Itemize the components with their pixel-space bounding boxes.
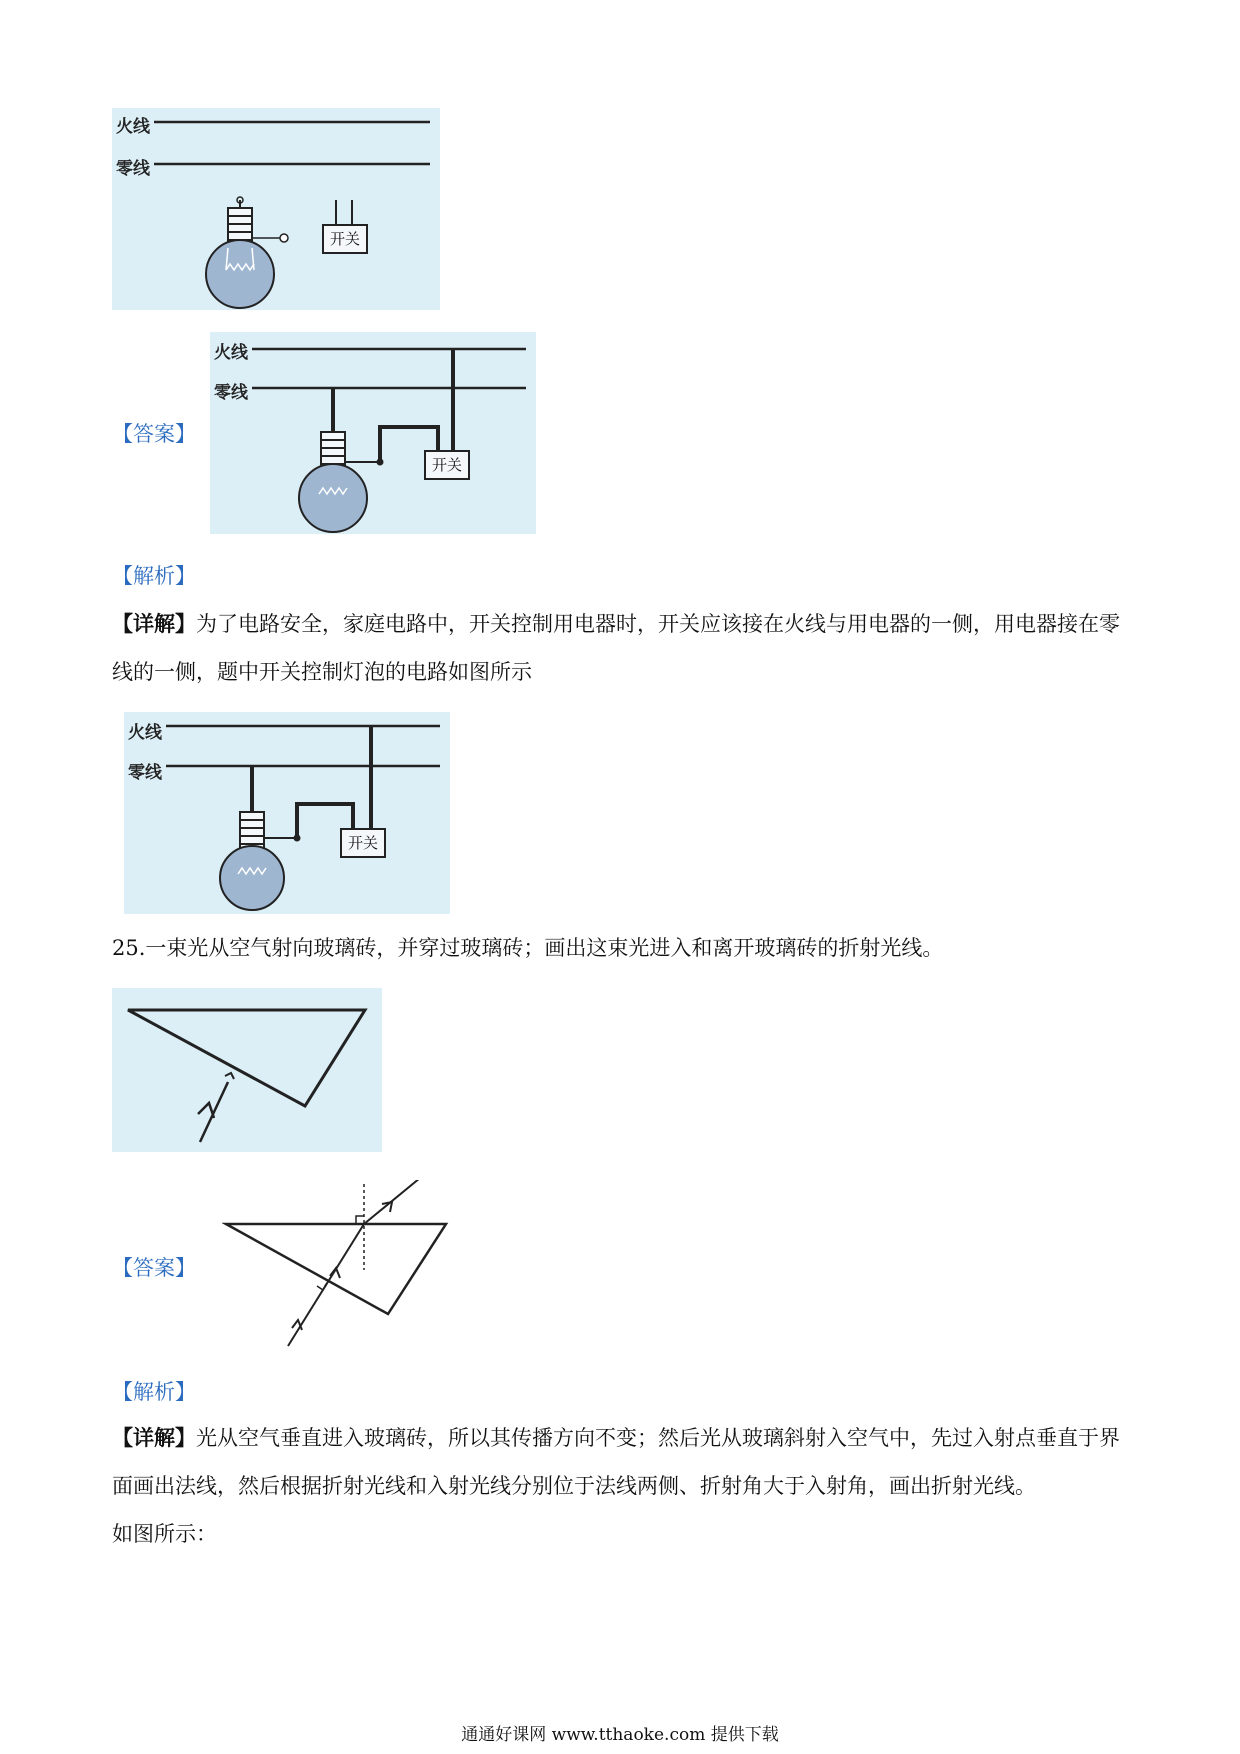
circuit-detail-figure: [124, 712, 450, 914]
detail-paragraph-q25: [112, 1414, 1132, 1510]
page-footer: [0, 1720, 1240, 1745]
circuit-detail-drawing: [124, 712, 450, 914]
neutral-wire-label: 零线: [128, 763, 162, 783]
neutral-wire-label: 零线: [116, 159, 150, 179]
closing-line-q25: [112, 1510, 1132, 1558]
switch-label: 开关: [329, 230, 360, 248]
switch-label: 开关: [431, 456, 462, 474]
circuit-question-drawing: [112, 108, 440, 310]
prism-question-drawing: [112, 988, 382, 1152]
analysis-label-q24: 【解析】: [112, 564, 196, 588]
question-25-text: 25.一束光从空气射向玻璃砖，并穿过玻璃砖；画出这束光进入和离开玻璃砖的折射光线。: [112, 936, 944, 960]
question-25: [112, 924, 1132, 972]
detail-paragraph-q24: [112, 600, 1132, 696]
closing-text-q25: 如图所示：: [112, 1522, 217, 1546]
switch-label: 开关: [347, 834, 378, 852]
live-wire-label: 火线: [116, 117, 150, 137]
answer-label-q25: 【答案】: [112, 1256, 196, 1280]
prism-question-figure: [112, 988, 382, 1152]
circuit-question-figure: [112, 108, 440, 310]
detail-text-q24: 为了电路安全，家庭电路中，开关控制用电器时，开关应该接在火线与用电器的一侧，用电器接在零线的一侧，题中开关控制灯泡的电路如图所示: [112, 612, 1120, 684]
live-wire-label: 火线: [214, 343, 248, 363]
prism-answer-drawing: [222, 1180, 454, 1350]
switch-box: [424, 450, 470, 480]
neutral-wire-label: 零线: [214, 383, 248, 403]
detail-label-q24: 【详解】: [112, 611, 196, 636]
answer-label-q24: 【答案】: [112, 422, 196, 446]
switch-box: [340, 828, 386, 858]
prism-answer-figure: [222, 1180, 454, 1350]
detail-text-q25: 光从空气垂直进入玻璃砖，所以其传播方向不变；然后光从玻璃斜射入空气中，先过入射点垂直于界面画出法线，然后根据折射光线和入射光线分别位于法线两侧、折射角大于入射角，画出折射光线。: [112, 1426, 1120, 1498]
footer-text: 通通好课网 www.tthaoke.com 提供下载: [461, 1725, 779, 1745]
circuit-answer-drawing: [210, 332, 536, 534]
circuit-answer-figure: [210, 332, 536, 534]
analysis-label-q25: 【解析】: [112, 1380, 196, 1404]
live-wire-label: 火线: [128, 723, 162, 743]
switch-box: [322, 224, 368, 254]
detail-label-q25: 【详解】: [112, 1425, 196, 1450]
